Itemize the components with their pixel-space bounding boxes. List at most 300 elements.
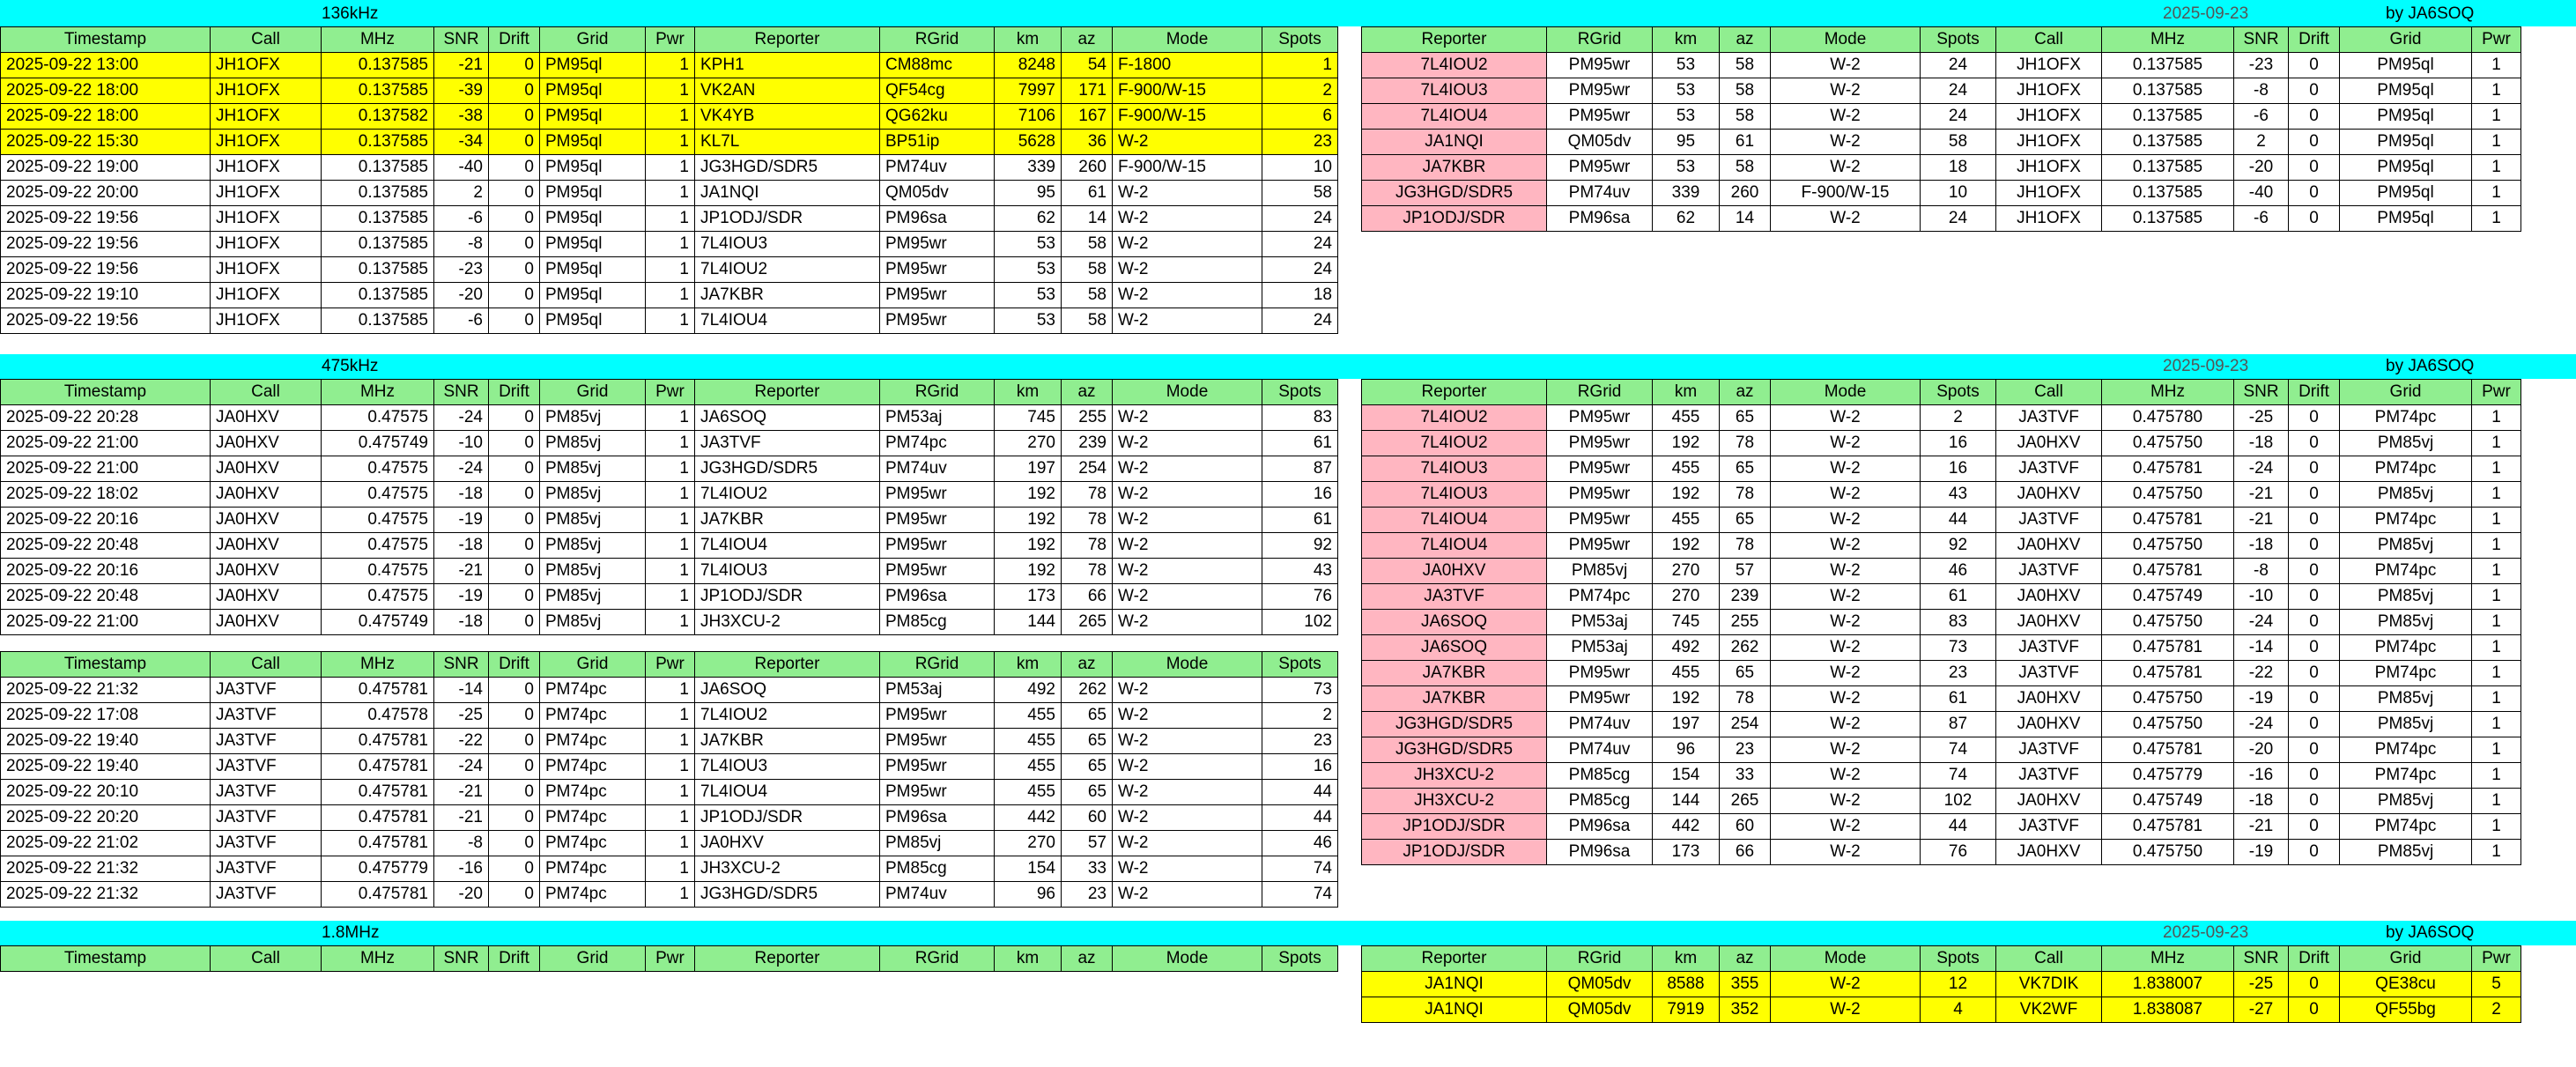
table-cell: -18 <box>434 533 489 559</box>
table-row <box>1362 130 2521 155</box>
table-cell: PM95ql <box>2340 206 2472 232</box>
column-header: MHz <box>322 380 434 405</box>
table-cell: W-2 <box>1113 533 1262 559</box>
table-cell: PM74uv <box>1547 712 1653 737</box>
table-cell: JG3HGD/SDR5 <box>695 456 880 482</box>
table-cell: 78 <box>1720 533 1771 559</box>
table-cell: W-2 <box>1113 729 1262 754</box>
table-cell: 455 <box>1653 508 1720 533</box>
table-cell: JP1ODJ/SDR <box>695 805 880 831</box>
table-cell: JH3XCU-2 <box>1362 763 1547 789</box>
table-cell: W-2 <box>1771 78 1921 104</box>
table-cell: 2025-09-22 20:16 <box>1 559 211 584</box>
column-header: SNR <box>434 380 489 405</box>
table-cell: 0.475779 <box>322 856 434 882</box>
column-header: Timestamp <box>1 946 211 972</box>
table-cell: F-900/W-15 <box>1113 78 1262 104</box>
table-cell: PM95ql <box>540 78 646 104</box>
column-header: az <box>1720 27 1771 53</box>
table-475khz-ja3tvf <box>0 651 1338 908</box>
table-cell: 61 <box>1921 584 1996 610</box>
column-header: km <box>995 946 1062 972</box>
column-header: Mode <box>1113 27 1262 53</box>
column-header: Drift <box>489 27 540 53</box>
column-header: RGrid <box>880 946 995 972</box>
table-row <box>1 533 1338 559</box>
table-cell: PM53aj <box>880 678 995 703</box>
table-cell: 0 <box>2289 456 2340 482</box>
table-cell: 24 <box>1262 257 1338 283</box>
table-cell: 2025-09-22 19:56 <box>1 257 211 283</box>
table-cell: 78 <box>1062 508 1113 533</box>
table-cell: PM95wr <box>880 257 995 283</box>
table-cell: 0.137585 <box>322 257 434 283</box>
table-cell: JH1OFX <box>211 283 322 308</box>
table-cell: 0.475781 <box>2102 508 2234 533</box>
table-cell: 1 <box>646 703 695 729</box>
table-cell: PM74uv <box>1547 737 1653 763</box>
table-cell: 58 <box>1062 232 1113 257</box>
table-cell: PM95wr <box>1547 431 1653 456</box>
table-cell: 2025-09-22 20:10 <box>1 780 211 805</box>
table-cell: 7L4IOU3 <box>695 559 880 584</box>
table-cell: 2025-09-22 18:00 <box>1 104 211 130</box>
table-cell: VK2WF <box>1996 997 2102 1023</box>
table-cell: 197 <box>1653 712 1720 737</box>
table-cell: 83 <box>1921 610 1996 635</box>
table-cell: 339 <box>1653 181 1720 206</box>
table-cell: 1 <box>2472 155 2521 181</box>
table-cell: 260 <box>1720 181 1771 206</box>
table-cell: 58 <box>1921 130 1996 155</box>
table-cell: 0 <box>489 805 540 831</box>
table-cell: 102 <box>1262 610 1338 635</box>
table-cell: W-2 <box>1771 155 1921 181</box>
table-cell: W-2 <box>1113 257 1262 283</box>
table-cell: 65 <box>1720 405 1771 431</box>
table-cell: 53 <box>1653 53 1720 78</box>
table-row <box>1362 737 2521 763</box>
table-cell: 2025-09-22 20:20 <box>1 805 211 831</box>
table-cell: -24 <box>434 456 489 482</box>
table-cell: 74 <box>1262 856 1338 882</box>
table-cell: W-2 <box>1771 972 1921 997</box>
column-header: Pwr <box>646 946 695 972</box>
table-cell: 1 <box>646 831 695 856</box>
table-cell: JA3TVF <box>211 882 322 908</box>
table-cell: 0 <box>489 533 540 559</box>
column-header: Call <box>1996 380 2102 405</box>
table-cell: PM74pc <box>540 729 646 754</box>
table-cell: JH3XCU-2 <box>695 856 880 882</box>
table-cell: 0.137585 <box>322 181 434 206</box>
table-cell: PM85vj <box>2340 584 2472 610</box>
table-cell: JP1ODJ/SDR <box>695 206 880 232</box>
table-row <box>1 104 1338 130</box>
table-cell: 0 <box>2289 661 2340 686</box>
table-cell: 1 <box>2472 661 2521 686</box>
table-cell: PM85cg <box>880 856 995 882</box>
table-row <box>1362 661 2521 686</box>
table-cell: QE38cu <box>2340 972 2472 997</box>
table-row <box>1362 53 2521 78</box>
column-header: Spots <box>1262 946 1338 972</box>
table-cell: 2 <box>1921 405 1996 431</box>
table-cell: W-2 <box>1771 763 1921 789</box>
table-cell: PM95ql <box>2340 78 2472 104</box>
table-cell: JH1OFX <box>1996 104 2102 130</box>
table-cell: PM85cg <box>1547 763 1653 789</box>
table-cell: PM96sa <box>1547 840 1653 865</box>
table-cell: 4 <box>1921 997 1996 1023</box>
column-header: Timestamp <box>1 652 211 678</box>
table-cell: 0.475781 <box>2102 559 2234 584</box>
table-cell: JP1ODJ/SDR <box>1362 206 1547 232</box>
table-cell: 16 <box>1921 456 1996 482</box>
table-cell: 265 <box>1720 789 1771 814</box>
table-cell: W-2 <box>1113 206 1262 232</box>
table-cell: PM74uv <box>1547 181 1653 206</box>
table-cell: 73 <box>1921 635 1996 661</box>
table-row <box>1 308 1338 334</box>
table-cell: 2 <box>1262 703 1338 729</box>
table-cell: 0 <box>2289 206 2340 232</box>
table-row <box>1 678 1338 703</box>
table-cell: 46 <box>1262 831 1338 856</box>
table-cell: JA3TVF <box>1362 584 1547 610</box>
table-cell: 58 <box>1720 78 1771 104</box>
table-cell: 16 <box>1262 754 1338 780</box>
band-label-136khz: 136kHz <box>322 4 379 23</box>
table-cell: PM74uv <box>880 882 995 908</box>
table-cell: JA1NQI <box>1362 972 1547 997</box>
table-cell: W-2 <box>1771 130 1921 155</box>
table-cell: 24 <box>1921 206 1996 232</box>
table-cell: 61 <box>1062 181 1113 206</box>
table-cell: 2 <box>2234 130 2289 155</box>
table-cell: PM85vj <box>2340 840 2472 865</box>
table-cell: PM74pc <box>2340 635 2472 661</box>
table-cell: 16 <box>1921 431 1996 456</box>
table-cell: 0.137585 <box>322 130 434 155</box>
table-cell: 10 <box>1921 181 1996 206</box>
table-cell: 61 <box>1921 686 1996 712</box>
table-cell: 1 <box>2472 53 2521 78</box>
column-header: km <box>1653 27 1720 53</box>
table-cell: 154 <box>1653 763 1720 789</box>
table-cell: 7L4IOU4 <box>695 780 880 805</box>
table-cell: 33 <box>1720 763 1771 789</box>
table-cell: 78 <box>1720 482 1771 508</box>
band-date-136khz: 2025-09-23 <box>2163 4 2249 23</box>
column-header: Spots <box>1921 380 1996 405</box>
table-1-8mhz-by-reporter <box>1361 945 2521 1023</box>
table-cell: 62 <box>1653 206 1720 232</box>
table-cell: JA7KBR <box>1362 686 1547 712</box>
table-row <box>1 805 1338 831</box>
table-cell: PM85vj <box>540 610 646 635</box>
table-cell: 0.475781 <box>322 754 434 780</box>
table-cell: JH3XCU-2 <box>695 610 880 635</box>
table-cell: 0.475781 <box>322 882 434 908</box>
table-cell: -21 <box>2234 814 2289 840</box>
table-cell: 7997 <box>995 78 1062 104</box>
table-cell: 7L4IOU4 <box>1362 104 1547 130</box>
table-cell: W-2 <box>1771 737 1921 763</box>
table-cell: 0.475781 <box>2102 635 2234 661</box>
table-row <box>1 482 1338 508</box>
table-cell: 2025-09-22 20:28 <box>1 405 211 431</box>
table-cell: 2025-09-22 21:32 <box>1 882 211 908</box>
column-header: Grid <box>2340 27 2472 53</box>
table-cell: PM74pc <box>880 431 995 456</box>
table-cell: JA0HXV <box>1996 533 2102 559</box>
column-header: SNR <box>434 946 489 972</box>
table-row <box>1 456 1338 482</box>
table-cell: JA7KBR <box>1362 155 1547 181</box>
table-cell: JA6SOQ <box>695 678 880 703</box>
table-cell: 1 <box>646 405 695 431</box>
table-cell: 0 <box>489 882 540 908</box>
table-cell: W-2 <box>1113 508 1262 533</box>
table-cell: PM74pc <box>2340 737 2472 763</box>
table-cell: 0.137585 <box>322 155 434 181</box>
table-cell: JH1OFX <box>1996 78 2102 104</box>
table-cell: 0 <box>2289 431 2340 456</box>
table-cell: 0 <box>489 610 540 635</box>
table-cell: JH1OFX <box>211 257 322 283</box>
table-cell: 0.475781 <box>2102 456 2234 482</box>
table-cell: -18 <box>434 610 489 635</box>
table-cell: 24 <box>1921 78 1996 104</box>
table-cell: 102 <box>1921 789 1996 814</box>
table-cell: PM95ql <box>540 53 646 78</box>
table-cell: 0 <box>489 780 540 805</box>
table-row <box>1 78 1338 104</box>
table-cell: 0.475781 <box>2102 737 2234 763</box>
column-header: km <box>995 652 1062 678</box>
table-cell: W-2 <box>1771 686 1921 712</box>
column-header: MHz <box>322 946 434 972</box>
table-cell: PM85vj <box>2340 686 2472 712</box>
table-cell: 5 <box>2472 972 2521 997</box>
table-cell: 0.137585 <box>322 283 434 308</box>
table-cell: -18 <box>2234 533 2289 559</box>
table-cell: 95 <box>1653 130 1720 155</box>
table-cell: 0 <box>2289 104 2340 130</box>
table-cell: 24 <box>1921 104 1996 130</box>
table-cell: 255 <box>1720 610 1771 635</box>
table-cell: 2025-09-22 19:56 <box>1 206 211 232</box>
column-header: Grid <box>540 380 646 405</box>
table-cell: -34 <box>434 130 489 155</box>
table-cell: 0.137585 <box>2102 130 2234 155</box>
column-header: Call <box>211 652 322 678</box>
table-cell: PM95ql <box>540 257 646 283</box>
table-cell: 16 <box>1262 482 1338 508</box>
table-cell: 0.137585 <box>322 78 434 104</box>
table-cell: W-2 <box>1113 831 1262 856</box>
table-cell: 262 <box>1062 678 1113 703</box>
table-cell: 1 <box>646 78 695 104</box>
table-cell: 24 <box>1262 308 1338 334</box>
table-cell: 23 <box>1262 729 1338 754</box>
table-cell: PM85vj <box>1547 559 1653 584</box>
table-cell: BP51ip <box>880 130 995 155</box>
table-cell: 239 <box>1062 431 1113 456</box>
table-cell: -19 <box>434 508 489 533</box>
table-cell: -20 <box>434 882 489 908</box>
table-cell: PM85vj <box>540 508 646 533</box>
table-cell: JA3TVF <box>211 729 322 754</box>
table-cell: PM95ql <box>540 206 646 232</box>
table-cell: 265 <box>1062 610 1113 635</box>
column-header: Drift <box>2289 27 2340 53</box>
table-cell: JG3HGD/SDR5 <box>695 882 880 908</box>
table-cell: 1 <box>646 130 695 155</box>
table-cell: 0 <box>489 508 540 533</box>
column-header: Reporter <box>695 946 880 972</box>
table-cell: 0.137585 <box>2102 155 2234 181</box>
table-1-8mhz-by-timestamp <box>0 945 1338 972</box>
table-cell: 1 <box>2472 840 2521 865</box>
table-cell: 270 <box>995 431 1062 456</box>
table-row <box>1 754 1338 780</box>
table-cell: 0.475749 <box>322 610 434 635</box>
table-cell: -23 <box>2234 53 2289 78</box>
table-cell: JG3HGD/SDR5 <box>1362 181 1547 206</box>
table-cell: 58 <box>1262 181 1338 206</box>
table-cell: 0 <box>489 104 540 130</box>
table-cell: JH1OFX <box>211 181 322 206</box>
table-cell: 745 <box>995 405 1062 431</box>
table-cell: 0 <box>2289 997 2340 1023</box>
table-row <box>1362 610 2521 635</box>
column-header: Grid <box>540 652 646 678</box>
table-cell: 65 <box>1720 456 1771 482</box>
column-header: MHz <box>2102 946 2234 972</box>
table-cell: 0 <box>489 678 540 703</box>
table-cell: 0.475750 <box>2102 712 2234 737</box>
table-cell: 1 <box>2472 130 2521 155</box>
table-cell: 1 <box>2472 584 2521 610</box>
column-header: Grid <box>2340 946 2472 972</box>
header-row <box>1362 380 2521 405</box>
column-header: Drift <box>489 652 540 678</box>
table-cell: 53 <box>1653 78 1720 104</box>
table-cell: 0.475750 <box>2102 686 2234 712</box>
table-cell: PM74pc <box>2340 405 2472 431</box>
table-cell: 44 <box>1921 508 1996 533</box>
table-cell: 0.475781 <box>322 729 434 754</box>
table-cell: 1 <box>646 104 695 130</box>
table-cell: 0.475779 <box>2102 763 2234 789</box>
table-cell: PM85cg <box>1547 789 1653 814</box>
table-cell: 2025-09-22 13:00 <box>1 53 211 78</box>
table-cell: 2025-09-22 19:00 <box>1 155 211 181</box>
table-cell: PM96sa <box>1547 206 1653 232</box>
table-cell: 65 <box>1062 729 1113 754</box>
table-cell: PM85cg <box>880 610 995 635</box>
table-cell: JA0HXV <box>1996 712 2102 737</box>
table-cell: JH1OFX <box>211 78 322 104</box>
table-cell: 262 <box>1720 635 1771 661</box>
table-cell: 78 <box>1720 686 1771 712</box>
table-row <box>1 257 1338 283</box>
table-cell: 0.47575 <box>322 456 434 482</box>
table-cell: PM74uv <box>880 456 995 482</box>
table-cell: JH1OFX <box>1996 130 2102 155</box>
table-cell: QG62ku <box>880 104 995 130</box>
table-cell: W-2 <box>1113 559 1262 584</box>
table-cell: 254 <box>1720 712 1771 737</box>
table-cell: 12 <box>1921 972 1996 997</box>
table-cell: W-2 <box>1771 482 1921 508</box>
table-cell: W-2 <box>1113 431 1262 456</box>
table-cell: 1 <box>2472 431 2521 456</box>
table-cell: 0.475780 <box>2102 405 2234 431</box>
table-cell: 7L4IOU4 <box>695 533 880 559</box>
table-cell: W-2 <box>1113 780 1262 805</box>
column-header: km <box>995 27 1062 53</box>
table-cell: -10 <box>434 431 489 456</box>
table-cell: 33 <box>1062 856 1113 882</box>
table-cell: QM05dv <box>1547 997 1653 1023</box>
table-cell: 0 <box>2289 405 2340 431</box>
band-label-1-8mhz: 1.8MHz <box>322 923 380 942</box>
table-136khz-by-reporter <box>1361 26 2521 232</box>
column-header: Drift <box>2289 380 2340 405</box>
column-header: Drift <box>489 946 540 972</box>
table-cell: PM95wr <box>1547 78 1653 104</box>
table-cell: W-2 <box>1113 678 1262 703</box>
table-cell: 0.475750 <box>2102 431 2234 456</box>
column-header: az <box>1720 946 1771 972</box>
table-row <box>1362 972 2521 997</box>
table-cell: KPH1 <box>695 53 880 78</box>
table-cell: 1 <box>646 729 695 754</box>
table-cell: 1 <box>646 206 695 232</box>
table-cell: CM88mc <box>880 53 995 78</box>
table-cell: 24 <box>1262 206 1338 232</box>
table-cell: PM95ql <box>540 181 646 206</box>
header-row <box>1 27 1338 53</box>
table-cell: 0 <box>489 155 540 181</box>
band-author-136khz: by JA6SOQ <box>2386 4 2475 23</box>
table-cell: 2025-09-22 18:02 <box>1 482 211 508</box>
table-cell: -22 <box>434 729 489 754</box>
header-row <box>1362 946 2521 972</box>
column-header: Mode <box>1113 946 1262 972</box>
table-cell: 355 <box>1720 972 1771 997</box>
table-row <box>1362 104 2521 130</box>
table-cell: -6 <box>2234 104 2289 130</box>
table-cell: 2 <box>1262 78 1338 104</box>
table-cell: JA3TVF <box>211 805 322 831</box>
table-cell: -21 <box>434 559 489 584</box>
table-cell: PM95ql <box>540 130 646 155</box>
table-cell: 2025-09-22 17:08 <box>1 703 211 729</box>
table-cell: -21 <box>434 780 489 805</box>
table-cell: JA0HXV <box>1996 686 2102 712</box>
table-cell: 0 <box>489 456 540 482</box>
table-cell: PM74pc <box>540 831 646 856</box>
table-cell: -25 <box>2234 972 2289 997</box>
table-cell: 6 <box>1262 104 1338 130</box>
column-header: Reporter <box>1362 946 1547 972</box>
table-cell: -22 <box>2234 661 2289 686</box>
table-cell: PM95ql <box>540 104 646 130</box>
